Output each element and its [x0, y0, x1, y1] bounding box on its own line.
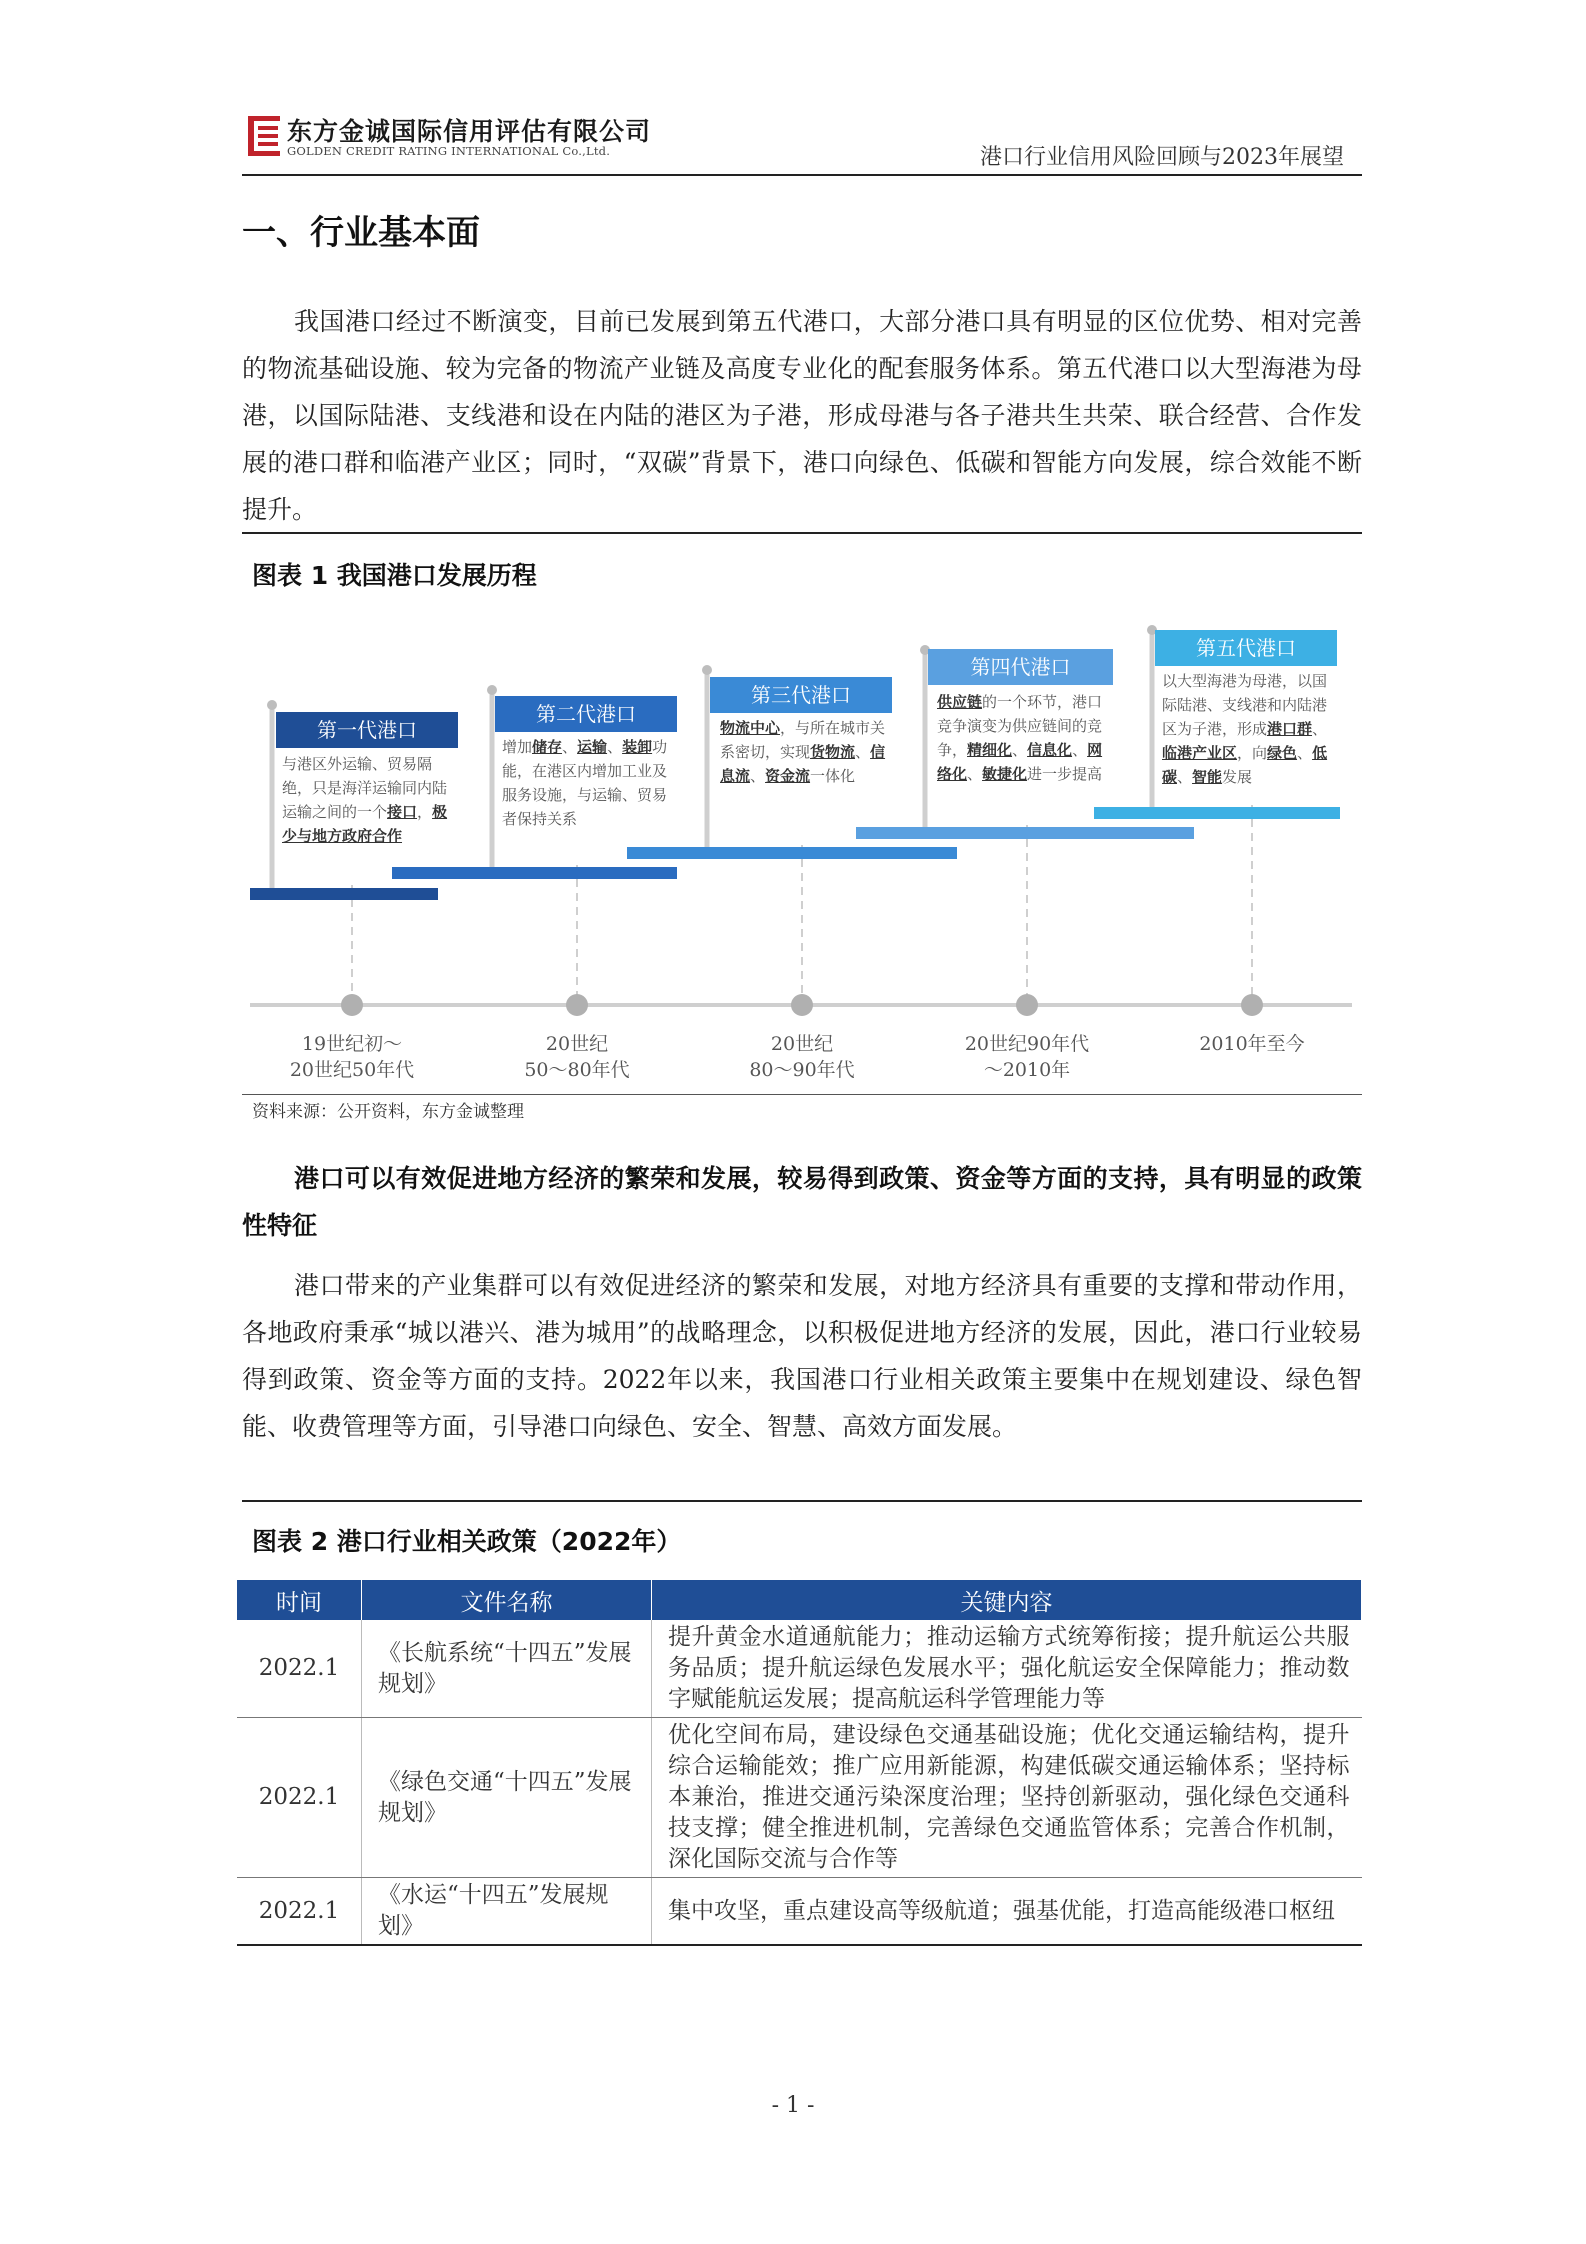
gen5-tag: 第五代港口: [1155, 630, 1337, 666]
report-title: 港口行业信用风险回顾与2023年展望: [980, 145, 1344, 170]
timeline-bar-gen4: [856, 827, 1194, 839]
timeline-bar-gen3: [627, 847, 957, 859]
page-number: - 1 -: [771, 2093, 815, 2118]
col-header-content: 关键内容: [652, 1580, 1362, 1620]
col-header-date: 时间: [237, 1580, 362, 1620]
row-content: 集中攻坚，重点建设高等级航道；强基优能，打造高能级港口枢纽: [652, 1878, 1362, 1946]
gen4-description: 供应链的一个环节，港口竞争演变为供应链间的竞争，精细化、信息化、网络化、敏捷化进一步提高: [937, 693, 1103, 783]
table-row: [237, 1878, 1362, 1946]
timeline-bar-gen2: [392, 867, 677, 879]
figure2-title: 图表 2 港口行业相关政策（2022年）: [252, 1527, 682, 1556]
col-header-doc: 文件名称: [362, 1580, 652, 1620]
company-name-en: GOLDEN CREDIT RATING INTERNATIONAL Co.,Ltd.: [287, 144, 611, 158]
timeline-bar-gen5: [1094, 807, 1340, 819]
figure2-top-rule: [242, 1500, 1362, 1502]
policy-table-header: [237, 1580, 1362, 1620]
timeline-bar-gen1: [250, 888, 438, 900]
era-label-gen2: 20世纪 50～80年代: [524, 1033, 630, 1081]
gen3-description: 物流中心，与所在城市关系密切，实现货物流、信息流、资金流一体化: [720, 719, 886, 785]
policy-table: [237, 1580, 1362, 1946]
table-row: [237, 1620, 1362, 1718]
era-label-gen1: 19世纪初～ 20世纪50年代: [289, 1033, 415, 1081]
era-label-gen5: 2010年至今: [1199, 1033, 1305, 1055]
figure1-top-rule: [242, 532, 1362, 534]
row-doc: 《长航系统“十四五”发展规划》: [362, 1620, 652, 1718]
era-label-gen4: 20世纪90年代 ～2010年: [964, 1033, 1090, 1081]
figure1-title: 图表 1 我国港口发展历程: [252, 561, 537, 590]
row-doc: 《水运“十四五”发展规划》: [362, 1878, 652, 1946]
row-content: 优化空间布局，建设绿色交通基础设施；优化交通运输结构，提升综合运输能效；推广应用新能源，构建低碳交通运输体系；坚持标本兼治，推进交通污染深度治理；坚持创新驱动，强化绿色交通科技支撑；健全推进机制，完善绿色交通监管体系；完善合作机制，深化国际交流与合作等: [652, 1718, 1362, 1878]
row-date: 2022.1: [237, 1718, 362, 1878]
row-doc: 《绿色交通“十四五”发展规划》: [362, 1718, 652, 1878]
row-date: 2022.1: [237, 1620, 362, 1718]
gen2-description: 增加储存、运输、装卸功能，在港区内增加工业及服务设施，与运输、贸易者保持关系: [502, 738, 668, 828]
gen5-description: 以大型海港为母港，以国际陆港、支线港和内陆港区为子港，形成港口群、临港产业区，向绿色、低碳、智能发展: [1162, 672, 1328, 786]
paragraph-policy: 港口带来的产业集群可以有效促进经济的繁荣和发展，对地方经济具有重要的支撑和带动作用，各地政府秉承“城以港兴、港为城用”的战略理念，以积极促进地方经济的发展，因此，港口行业较易得到政策、资金等方面的支持。2022年以来，我国港口行业相关政策主要集中在规划建设、绿色智能、收费管理等方面，引导港口向绿色、安全、智慧、高效方面发展。: [242, 1271, 1362, 1441]
row-content: 提升黄金水道通航能力；推动运输方式统筹衔接；提升航运公共服务品质；提升航运绿色发展水平；强化航运安全保障能力；推动数字赋能航运发展；提高航运科学管理能力等: [652, 1620, 1362, 1718]
figure1-bottom-rule: [242, 1094, 1362, 1095]
gen2-tag: 第二代港口: [495, 696, 677, 732]
section-title: 一、行业基本面: [242, 213, 480, 253]
header-divider: [242, 174, 1362, 176]
row-date: 2022.1: [237, 1878, 362, 1946]
gen1-tag: 第一代港口: [276, 712, 458, 748]
table-row: [237, 1718, 1362, 1878]
company-name-cn: 东方金诚国际信用评估有限公司: [287, 117, 652, 146]
paragraph-policy-heading: 港口可以有效促进地方经济的繁荣和发展，较易得到政策、资金等方面的支持，具有明显的政策性特征: [242, 1164, 1362, 1240]
company-logo-icon: [246, 114, 282, 158]
gen4-tag: 第四代港口: [928, 649, 1113, 685]
gen1-description: 与港区外运输、贸易隔绝，只是海洋运输同内陆运输之间的一个接口，极少与地方政府合作: [282, 755, 448, 845]
figure1-source: 资料来源：公开资料，东方金诚整理: [252, 1102, 524, 1122]
gen3-tag: 第三代港口: [710, 677, 892, 713]
paragraph-intro: 我国港口经过不断演变，目前已发展到第五代港口，大部分港口具有明显的区位优势、相对完善的物流基础设施、较为完备的物流产业链及高度专业化的配套服务体系。第五代港口以大型海港为母港，以国际陆港、支线港和设在内陆的港区为子港，形成母港与各子港共生共荣、联合经营、合作发展的港口群和临港产业区；同时，“双碳”背景下，港口向绿色、低碳和智能方向发展，综合效能不断提升。: [242, 307, 1362, 524]
era-label-gen3: 20世纪 80～90年代: [749, 1033, 855, 1081]
